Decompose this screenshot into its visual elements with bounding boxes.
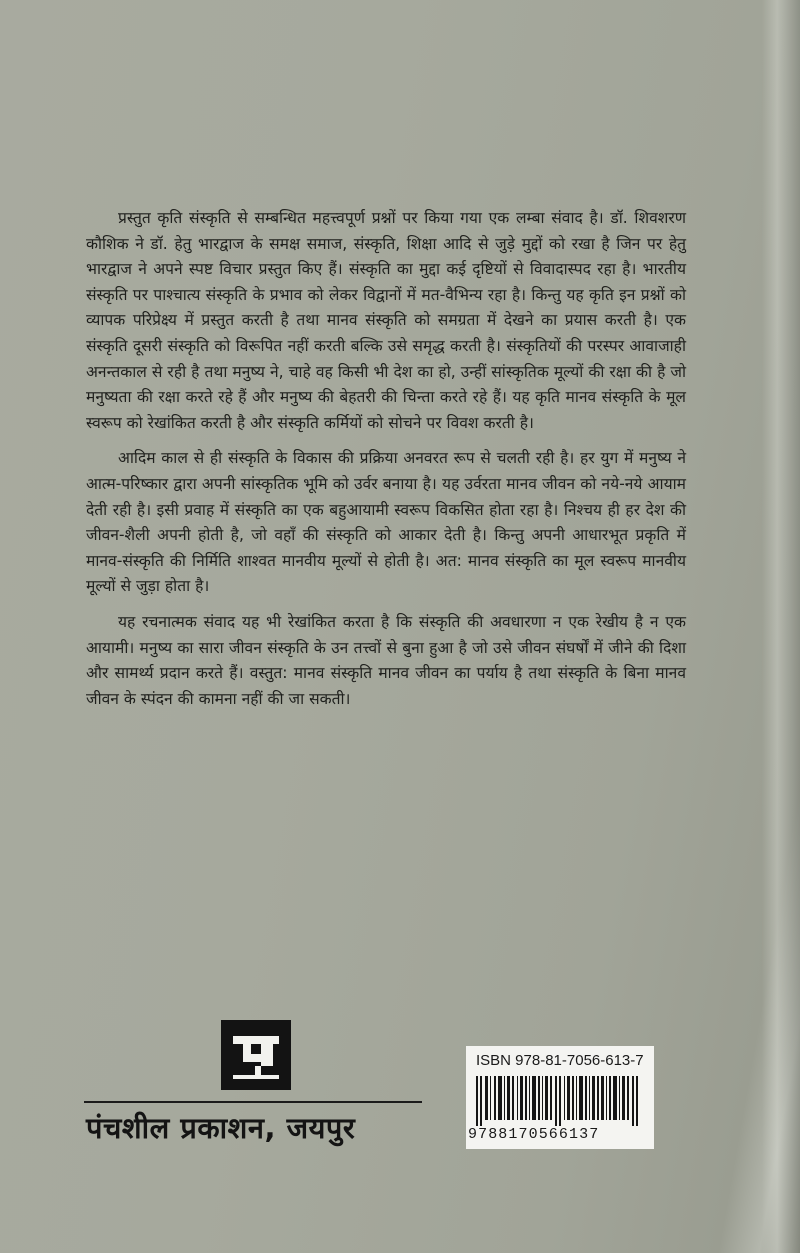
barcode-graphic <box>476 1076 644 1126</box>
spine-edge <box>762 0 800 1253</box>
blurb-paragraph-2: आदिम काल से ही संस्कृति के विकास की प्रक्रिया अनवरत रूप से चलती रही है। हर युग में मनुष्य ने आत्म-परिष्कार द्वारा अपनी सांस्कृतिक भूमि को उर्वर बनाया है। यह उर्वरता मानव जीवन को नये-नये आयाम देती रही है। इसी प्रवाह में संस्कृति का एक बहुआयामी स्वरूप विकसित होता रहा है। निश्चय ही हर देश की जीवन-शैली अपनी होती है, जो वहाँ की संस्कृति को आकार देती है। किन्तु अपनी आधारभूत प्रकृति में मानव-संस्कृति की निर्मिति शाश्वत मानवीय मूल्यों से होती है। अत: मानव संस्कृति का मूल स्वरूप मानवीय मूल्यों से जुड़ा होता है। <box>86 449 686 596</box>
isbn-barcode-panel <box>466 1046 654 1149</box>
cover-blurb <box>86 206 686 722</box>
blurb-paragraph-1: प्रस्तुत कृति संस्कृति से सम्बन्धित महत्त्वपूर्ण प्रश्नों पर किया गया एक लम्बा संवाद है। डॉ. शिवशरण कौशिक ने डॉ. हेतु भारद्वाज के समक्ष समाज, संस्कृति, शिक्षा आदि से जुड़े मुद्दों को रखा है जिन पर हेतु भारद्वाज ने अपने स्पष्ट विचार प्रस्तुत किए हैं। संस्कृति का मुद्दा कई दृष्टियों से विवादास्पद रहा है। भारतीय संस्कृति पर पाश्चात्य संस्कृति के प्रभाव को लेकर विद्वानों में मत-वैभिन्य रहा है। किन्तु यह कृति इन प्रश्नों को व्यापक परिप्रेक्ष्य में प्रस्तुत करती है तथा मानव संस्कृति को समग्रता में देखने का प्रयास करती है। एक संस्कृति दूसरी संस्कृति को विरूपित नहीं करती बल्कि उसे समृद्ध करती है। संस्कृतियों की परस्पर आवाजाही अनन्तकाल से रही है तथा मनुष्य ने, चाहे वह किसी भी देश का हो, उन्हीं सांस्कृतिक मूल्यों की रक्षा की है जो मनुष्यता की रक्षा करते रहे हैं और मनुष्य की बेहतरी की चिन्ता करते रहे हैं। यह कृति मानव संस्कृति के मूल स्वरूप को रेखांकित करती है और संस्कृति कर्मियों को सोचने पर विवश करती है। <box>86 209 686 432</box>
publisher-divider <box>84 1101 422 1103</box>
isbn-label: ISBN 978-81-7056-613-7 <box>476 1052 644 1069</box>
blurb-paragraph-3: यह रचनात्मक संवाद यह भी रेखांकित करता है कि संस्कृति की अवधारणा न एक रेखीय है न एक आयामी। मनुष्य का सारा जीवन संस्कृति के उन तत्त्वों से बुना हुआ है जो उसे जीवन संघर्षों में जीने की दिशा और सामर्थ्य प्रदान करते हैं। वस्तुत: मानव संस्कृति मानव जीवन का पर्याय है तथा संस्कृति के बिना मानव जीवन के स्पंदन की कामना नहीं की जा सकती। <box>86 612 686 708</box>
publisher-logo-icon <box>221 1020 291 1090</box>
barcode-digits: 9788170566137 <box>468 1126 600 1143</box>
publisher-logo-glyph <box>221 1020 291 1090</box>
publisher-name: पंचशील प्रकाशन, जयपुर <box>86 1111 356 1145</box>
